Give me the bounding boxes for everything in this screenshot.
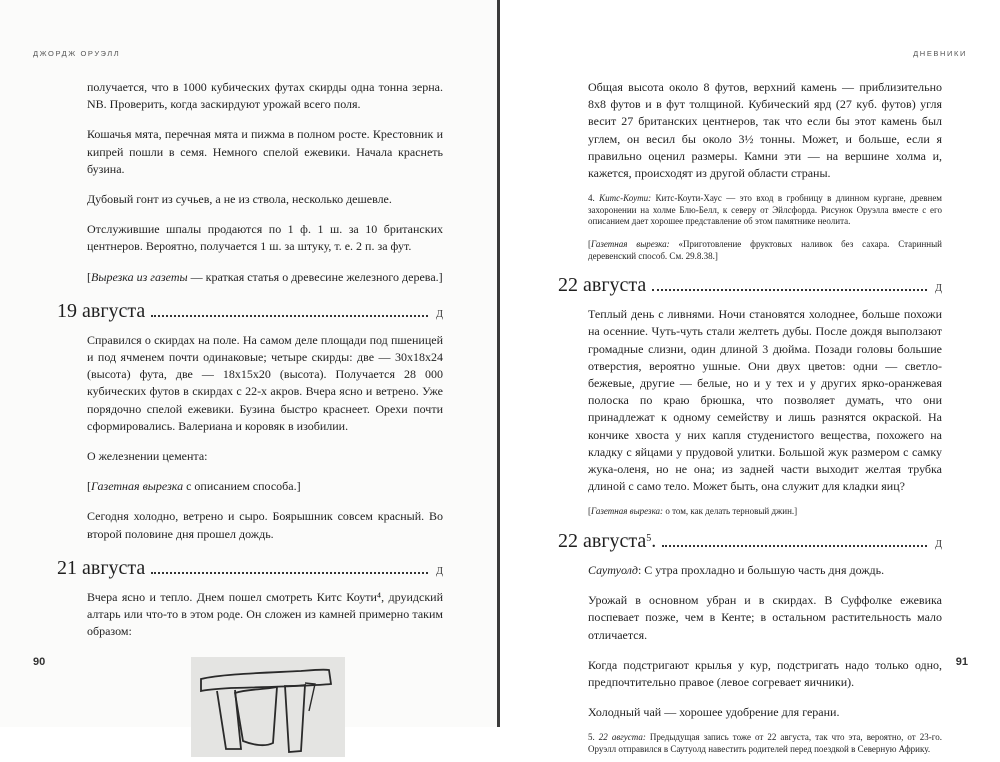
date-heading-title: 22 августа xyxy=(558,274,647,297)
running-head-right: ДНЕВНИКИ xyxy=(913,49,967,58)
paragraph: Сегодня холодно, ветрено и сыро. Боярышник совсем красный. Во второй половине дня прошел дождь. xyxy=(87,509,443,541)
left-page xyxy=(0,0,498,727)
footnote-ref: 5 xyxy=(646,533,652,545)
paragraph: О железнении цемента: xyxy=(87,449,208,464)
diary-marker: Д xyxy=(935,539,942,551)
dot-leader xyxy=(151,572,428,574)
dot-leader xyxy=(151,315,428,317)
paragraph: получается, что в 1000 кубических футах скирды одна тонна зерна. NB. Проверить, когда заскирдуют урожай всего поля. xyxy=(87,80,443,112)
paragraph: Холодный чай — хорошее удобрение для герани. xyxy=(588,705,840,720)
dot-leader xyxy=(662,545,927,547)
clipping-note: [Газетная вырезка: «Приготовление фруктовых наливок без сахара. Старинный деревенский способ. См. 29.8.38.] xyxy=(588,239,942,261)
date-heading-title: 22 августа$^5$. xyxy=(558,530,657,553)
date-heading-title: 21 августа xyxy=(57,556,146,579)
diary-marker: Д xyxy=(436,565,443,577)
paragraph: Общая высота около 8 футов, верхний камень — приблизительно 8x8 футов и в фут толщиной. Кубический ярд (27 куб. футов) угля весит 27 британских центнеров, так что если бы этот камень был углем, он весил бы около 3½ тонны. Может, и больше, если я правильно оценил размеры. Камни эти — на вершине холма и, кажется, происходят из другой области страны. xyxy=(588,80,942,181)
date-heading-title: 19 августа xyxy=(57,299,146,322)
paragraph: Вчера ясно и тепло. Днем пошел смотреть Китс Коути⁴, друидский алтарь или что-то в этом роде. Он сложен из камней примерно таким образом: xyxy=(87,589,443,639)
footnote-4: 4. Китс-Коути: Китс-Коути-Хаус — это вход в гробницу в длинном кургане, древнем захоронении на холме Блю-Белл, к северу от Эйлсфорда. Рисунок Оруэлла вместе с его описанием дает хорошее представление об этом памятнике неолита. xyxy=(588,193,943,227)
diary-marker: Д xyxy=(935,283,942,295)
date-heading xyxy=(57,299,443,323)
clipping-note: [Газетная вырезка с описанием способа.] xyxy=(87,479,301,494)
paragraph: Дубовый гонт из сучьев, а не из ствола, несколько дешевле. xyxy=(87,192,392,207)
clipping-note: [Вырезка из газеты — краткая статья о древесине железного дерева.] xyxy=(87,269,443,284)
clipping-note: [Газетная вырезка: о том, как делать терновый джин.] xyxy=(588,506,798,517)
date-heading xyxy=(57,556,443,580)
right-page-text xyxy=(558,79,943,756)
footnote-5: 5. 22 августа: Предыдущая запись тоже от 22 августа, так что эта, вероятно, от 23-го. Оруэлл отправился в Саутуолд навестить родителей перед поездкой в Северную Африку. xyxy=(588,732,942,755)
paragraph: Справился о скирдах на поле. На самом деле площади под пшеницей и под ячменем почти одинаковые; четыре скирды: две — 30x18x24 (высота) фута, две — 18x15x20 (высота). Получается 28 000 кубических футов в скирдах с 22-х акров. Вчера ясно и ветрено. Уже порядочно спелой ежевики. Бузина быстро краснеет. Орехи почти сформировались. Валериана и коровяк в изобилии. xyxy=(87,332,443,433)
diary-marker: Д xyxy=(436,308,443,320)
left-page-text xyxy=(57,79,443,762)
kits-coty-sketch xyxy=(191,657,345,757)
page-number-left: 90 xyxy=(33,656,46,668)
page-number-right: 91 xyxy=(955,656,968,668)
paragraph: Когда подстригают крылья у кур, подстригать надо только одно, предпочтительно правое (левое согревает яичники). xyxy=(588,657,942,690)
right-page xyxy=(500,0,1000,755)
dot-leader xyxy=(652,289,927,291)
paragraph: Кошачья мята, перечная мята и пижма в полном росте. Крестовник и кипрей пошли в семя. Немного спелой ежевики. Начала краснеть бузина. xyxy=(87,127,443,176)
running-head-left: ДЖОРДЖ ОРУЭЛЛ xyxy=(33,49,121,58)
paragraph: Урожай в основном убран и в скирдах. В Суффолке ежевика поспевает позже, чем в Кенте; в остальном растительность мало отличается. xyxy=(588,593,942,642)
paragraph: Отслужившие шпалы продаются по 1 ф. 1 ш. за 10 британских центнеров. Вероятно, получается 1 ш. за штуку, т. е. 2 п. за фут. xyxy=(87,222,443,254)
paragraph: Саутуолд: С утра прохладно и большую часть дня дождь. xyxy=(588,563,885,578)
date-heading xyxy=(558,273,942,297)
date-heading xyxy=(558,529,942,553)
paragraph: Теплый день с ливнями. Ночи становятся холоднее, больше похожи на осенние. Чуть-чуть стали желтеть дубы. После дождя выползают громадные слизни, один длиной 3 дюйма. Позади головы большие отверстия, вероятно ушные. Они двух цветов: одни — светло-бежевые, другие — белые, но и у тех и у других ярко-оранжевая полоска по краю брюшка, что позволяет думать, что они принадлежат к одному семейству и лишь разнятся окраской. На кончике хвоста у них капля студенистого вещества, похожего на кладку с яйцами у прудовой улитки. Большой жук размером с самку жука-оленя, но не она; из задней части выходит желтая трубка длиной с само тело. Может быть, она служит для кладки яиц? xyxy=(588,307,942,494)
